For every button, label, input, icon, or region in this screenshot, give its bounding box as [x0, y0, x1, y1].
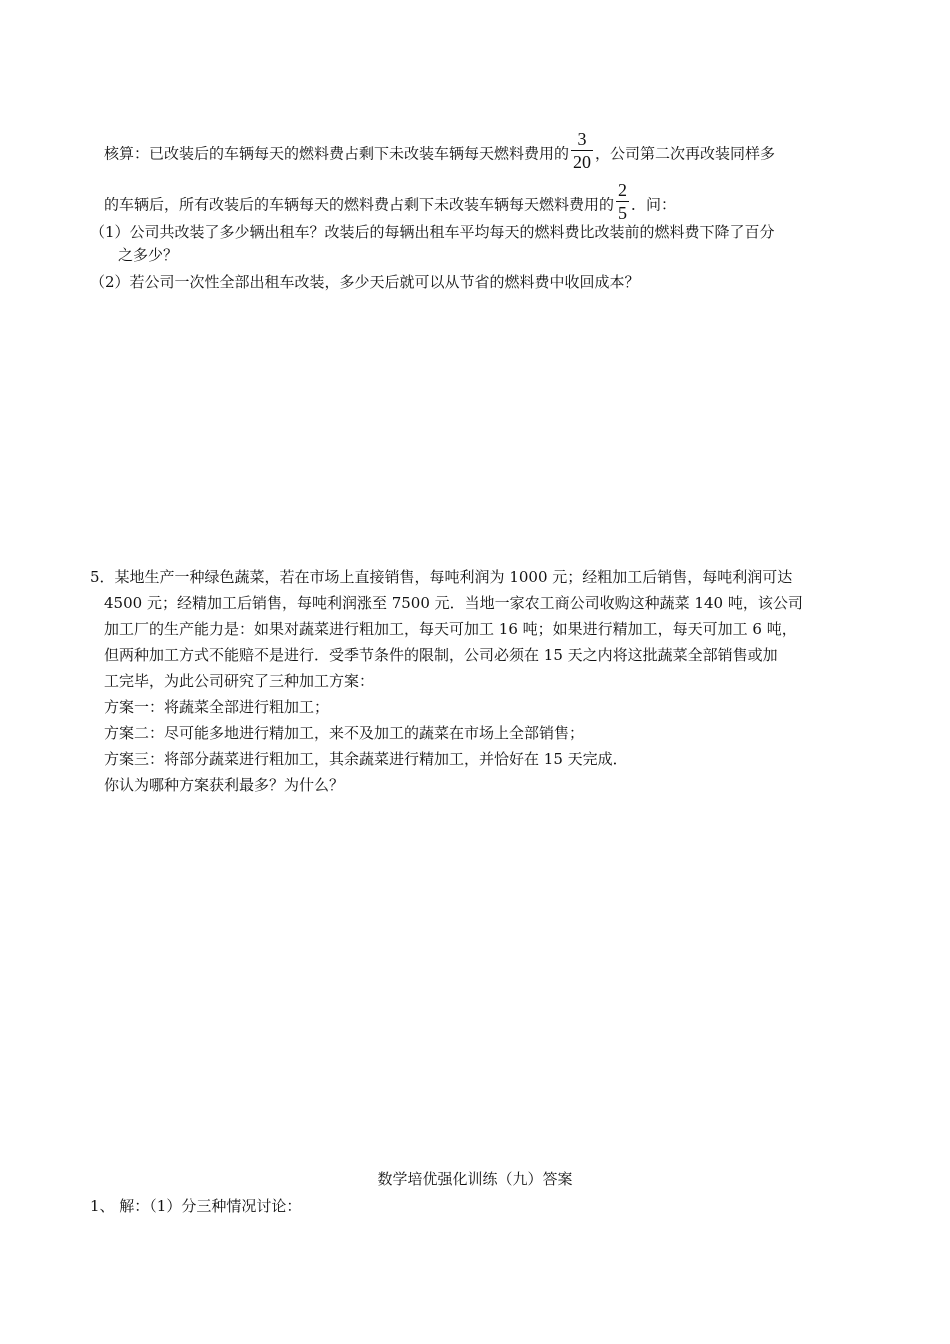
problem5-line1: 5．某地生产一种绿色蔬菜，若在市场上直接销售，每吨利润为 1000 元；经粗加工后销售，每吨利润可达: [90, 568, 793, 586]
problem5-line4: 但两种加工方式不能赔不是进行．受季节条件的限制，公司必须在 15 天之内将这批蔬菜全部销售或加: [104, 646, 778, 664]
problem5-plan2: 方案二：尽可能多地进行精加工，来不及加工的蔬菜在市场上全部销售；: [104, 724, 585, 742]
answers-first-line: 1、 解：（1）分三种情况讨论：: [90, 1197, 302, 1215]
fraction-denominator: 5: [618, 203, 628, 223]
problem4-question1-line2: 之多少？: [118, 246, 179, 264]
problem4-question2: （2）若公司一次性全部出租车改装，多少天后就可以从节省的燃料费中收回成本？: [90, 273, 640, 291]
problem5-question: 你认为哪种方案获利最多？为什么？: [104, 776, 345, 794]
problem4-line1: [104, 129, 776, 177]
fraction-numerator: 2: [618, 180, 628, 200]
problem4-line1-text-a: 核算：已改装后的车辆每天的燃料费占剩下未改装车辆每天燃料费用的: [104, 144, 570, 163]
answers-title: 数学培优强化训练（九）答案: [377, 1170, 573, 1188]
problem4-line2-text-b: ．问：: [631, 195, 677, 214]
problem4-question1-line1: （1）公司共改装了多少辆出租车？改装后的每辆出租车平均每天的燃料费比改装前的燃料费下降了百分: [90, 223, 775, 241]
problem5-plan1: 方案一：将蔬菜全部进行粗加工；: [104, 698, 330, 716]
fraction-3-20: [571, 128, 593, 173]
problem5-line2: 4500 元；经精加工后销售，每吨利润涨至 7500 元．当地一家农工商公司收购这种蔬菜 140 吨，该公司: [104, 594, 803, 612]
problem5-line5: 工完毕，为此公司研究了三种加工方案：: [104, 672, 375, 690]
problem5-plan3: 方案三：将部分蔬菜进行粗加工，其余蔬菜进行精加工，并恰好在 15 天完成．: [104, 750, 628, 768]
problem5-line3: 加工厂的生产能力是：如果对蔬菜进行粗加工，每天可加工 16 吨；如果进行精加工，每天可加工 6 吨，: [104, 620, 797, 638]
fraction-numerator: 3: [577, 129, 587, 149]
fraction-denominator: 20: [573, 152, 592, 172]
fraction-2-5: [616, 179, 629, 224]
problem4-line2-text-a: 的车辆后，所有改装后的车辆每天的燃料费占剩下未改装车辆每天燃料费用的: [104, 195, 615, 214]
problem4-line1-text-b: ，公司第二次再改装同样多: [595, 144, 776, 163]
